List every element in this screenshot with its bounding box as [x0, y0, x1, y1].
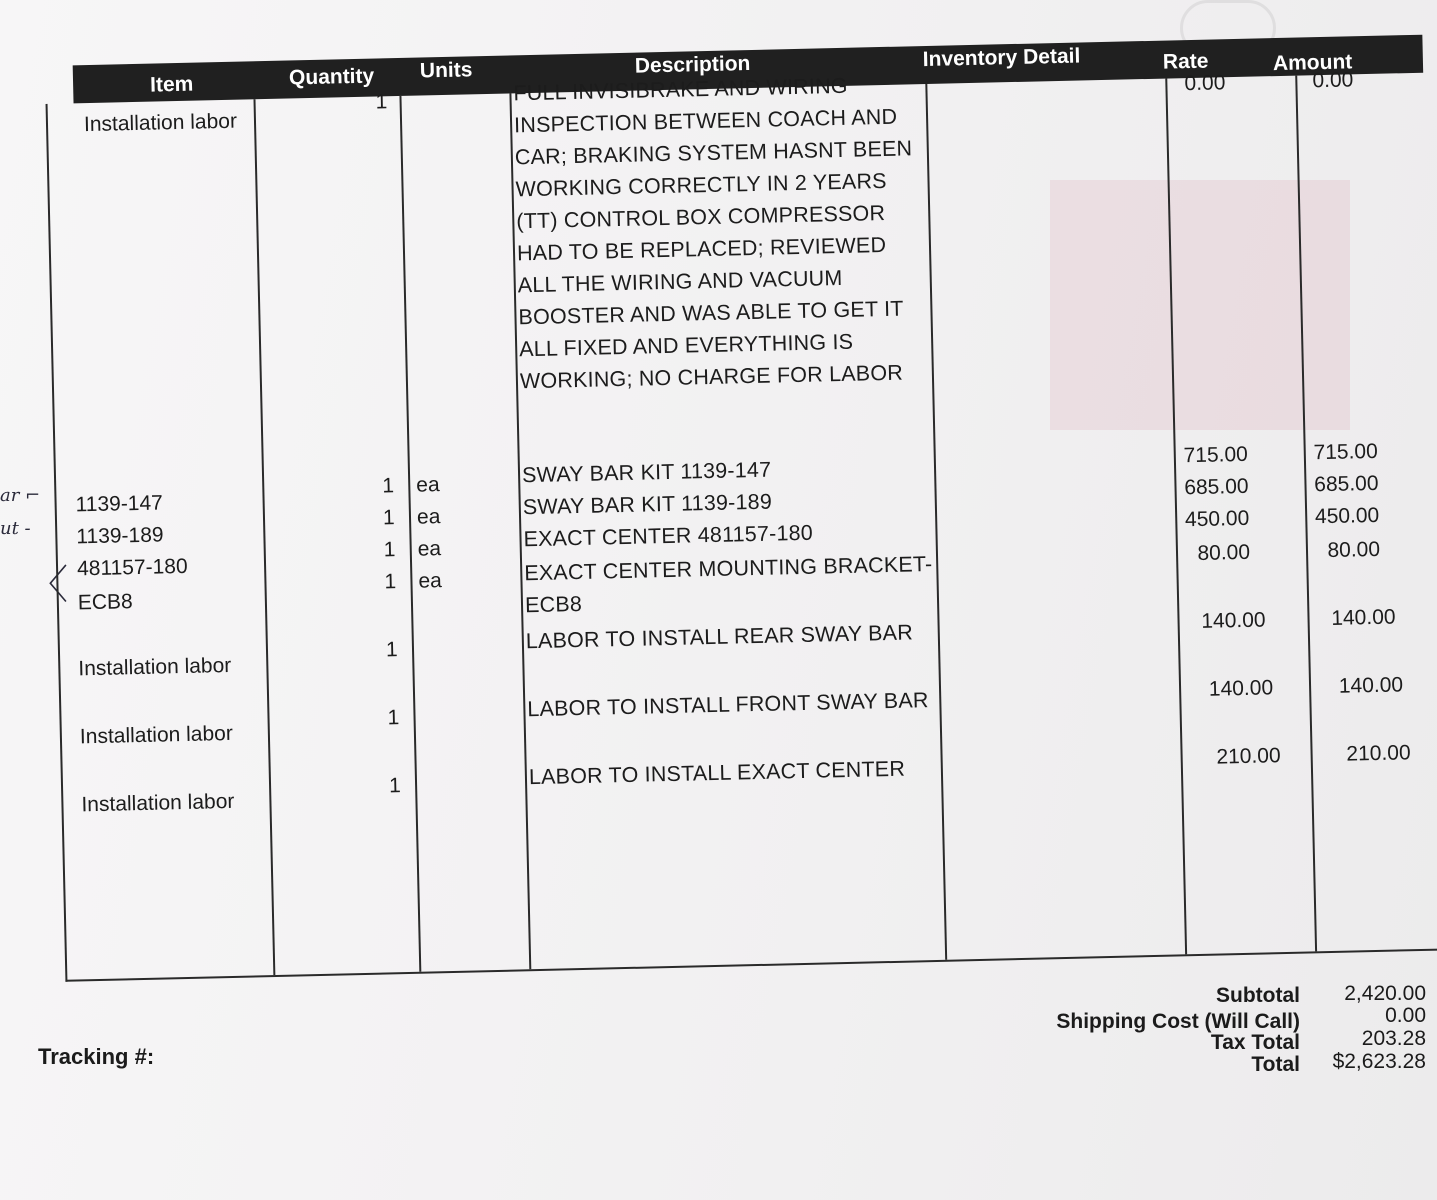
row-rate: 0.00 — [1184, 71, 1226, 96]
row-description: SWAY BAR KIT 1139-189 — [522, 489, 773, 520]
row-amount: 210.00 — [1346, 741, 1411, 766]
row-item: 1139-189 — [76, 523, 164, 549]
row-description: LABOR TO INSTALL FRONT SWAY BAR — [527, 688, 929, 722]
row-item: 481157-180 — [76, 554, 188, 581]
row-rate: 140.00 — [1201, 608, 1266, 633]
row-units: ea — [418, 569, 443, 593]
row-item: Installation labor — [83, 109, 238, 137]
col-description-header: Description — [634, 51, 751, 78]
row-amount: 140.00 — [1331, 605, 1396, 630]
row-description: LABOR TO INSTALL EXACT CENTER — [528, 756, 906, 790]
row-quantity: 1 — [382, 506, 395, 530]
shipping-label: Shipping Cost (Will Call) — [1056, 1010, 1300, 1033]
handwritten-bracket: 〈 — [28, 562, 68, 608]
row-rate: 685.00 — [1184, 474, 1249, 500]
col-item-header: Item — [149, 72, 194, 97]
total-label: Total — [1251, 1053, 1300, 1076]
subtotal-label: Subtotal — [1216, 984, 1300, 1007]
col-rate-header: Rate — [1162, 49, 1209, 74]
row-item: Installation labor — [78, 653, 232, 681]
total-value: $2,623.28 — [1332, 1050, 1426, 1073]
row-description: FULL INVISIBRAKE AND WIRING INSPECTION BETWEEN COACH AND CAR; BRAKING SYSTEM HASNT BEEN WORKING CORRECTLY IN 2 YEARS (TT) CONTROL BOX COMPRESSOR HAD TO BE REPLACED; REVIEWED ALL THE WIRING AND VACUUM BOOSTER AND WAS ABLE TO GET IT ALL FIXED AND EVERYTHING IS WORKING; NO CHARGE FOR LABOR — [513, 73, 913, 394]
row-description: EXACT CENTER 481157-180 — [523, 520, 814, 552]
row-description: EXACT CENTER MOUNTING BRACKET- ECB8 — [524, 551, 933, 618]
handwritten-mark: ut - — [0, 518, 31, 539]
row-rate: 80.00 — [1197, 540, 1251, 565]
subtotal-value: 2,420.00 — [1344, 982, 1426, 1005]
row-rate: 140.00 — [1208, 676, 1274, 701]
row-amount: 450.00 — [1314, 503, 1380, 529]
tax-value: 203.28 — [1361, 1027, 1426, 1050]
row-amount: 715.00 — [1313, 439, 1379, 465]
row-quantity: 1 — [383, 538, 396, 562]
row-units: ea — [416, 473, 440, 497]
row-item: ECB8 — [77, 590, 133, 615]
row-amount: 0.00 — [1312, 68, 1354, 93]
row-amount: 140.00 — [1338, 673, 1404, 698]
row-units: ea — [417, 537, 442, 561]
col-quantity-header: Quantity — [288, 64, 375, 90]
tax-label: Tax Total — [1210, 1031, 1300, 1054]
line-items-table — [44, 5, 1437, 980]
row-item: Installation labor — [79, 721, 234, 749]
col-inventory-header: Inventory Detail — [922, 44, 1081, 72]
row-quantity: 1 — [384, 570, 397, 594]
row-quantity: 1 — [382, 474, 395, 498]
tracking-label: Tracking #: — [38, 1044, 155, 1069]
handwritten-mark: ar ⌐ — [0, 485, 41, 506]
row-item: Installation labor — [81, 789, 235, 817]
row-amount: 80.00 — [1327, 537, 1381, 563]
row-description: SWAY BAR KIT 1139-147 — [521, 457, 772, 488]
col-amount-header: Amount — [1272, 50, 1353, 76]
row-quantity: 1 — [388, 774, 402, 798]
row-quantity: 1 — [385, 638, 398, 662]
row-quantity: 1 — [375, 90, 388, 114]
row-units: ea — [416, 505, 441, 529]
row-amount: 685.00 — [1314, 471, 1379, 497]
row-quantity: 1 — [387, 706, 400, 730]
shipping-value: 0.00 — [1385, 1004, 1426, 1027]
row-rate: 715.00 — [1183, 442, 1249, 468]
row-item: 1139-147 — [75, 491, 164, 517]
row-rate: 210.00 — [1216, 744, 1281, 769]
row-rate: 450.00 — [1184, 506, 1250, 532]
col-units-header: Units — [419, 58, 473, 83]
row-description: LABOR TO INSTALL REAR SWAY BAR — [525, 620, 914, 654]
